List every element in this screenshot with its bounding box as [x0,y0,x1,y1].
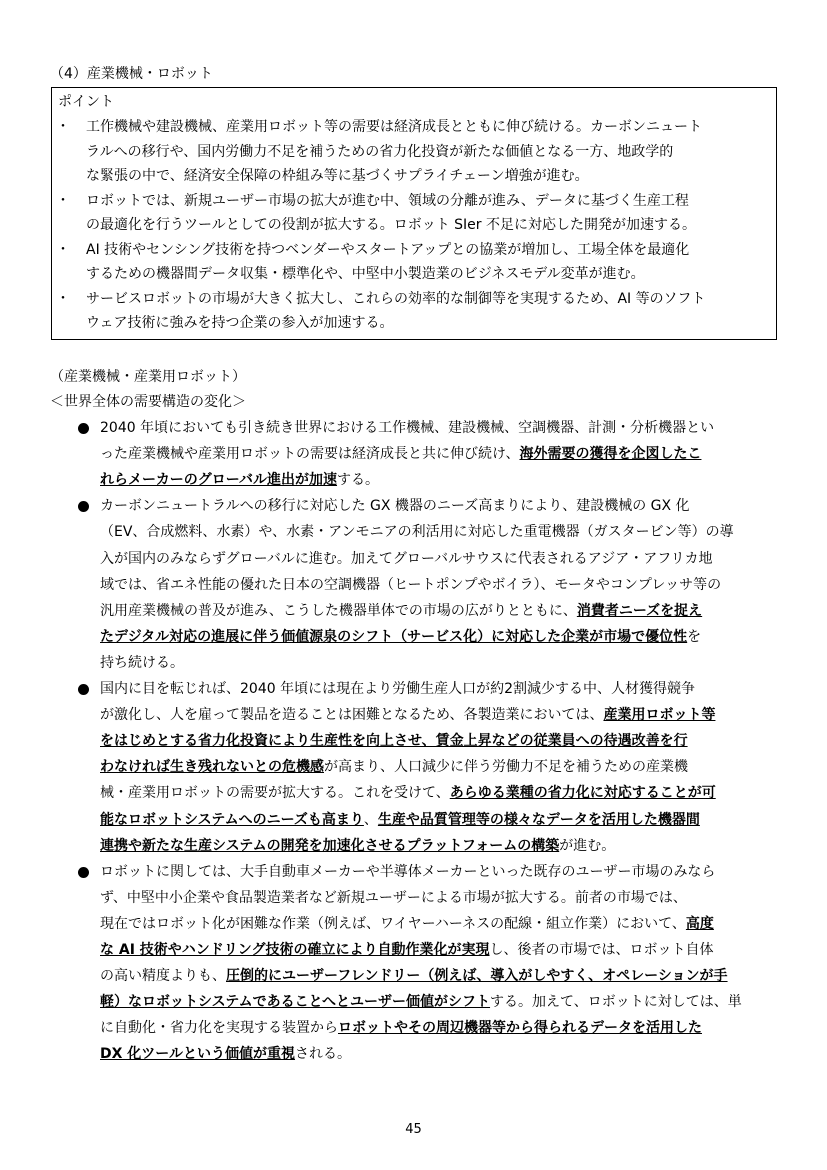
paragraph-line [100,1044,351,1064]
emphasis-text: 消費者ニーズを捉え [576,602,703,619]
body-text: カーボンニュートラルへの移行に対応した GX 機器のニーズ高まりにより、建設機械の GX 化 [100,498,690,515]
paragraph-line [100,444,701,464]
paragraph-line [100,549,713,569]
emphasis-text: 圧倒的にユーザーフレンドリー（例えば、導入がしやすく、オペレーションが手 [226,968,728,985]
key-point-line: 工作機械や建設機械、産業用ロボット等の需要は経済成長とともに伸び続ける。カーボンニュート [86,119,702,135]
body-text: 域では、省エネ性能の優れた日本の空調機器（ヒートポンプやボイラ）、モータやコンプレッサ等の [100,576,722,593]
key-point-line: ウェア技術に強みを持つ企業の参入が加速する。 [86,315,394,331]
paragraph-line [100,418,714,438]
key-point-line: サービスロボットの市場が大きく拡大し、これらの効率的な制御等を実現するため、AI 等のソフト [86,290,706,307]
body-text: が進む。 [559,837,616,854]
key-point-line: するための機器間データ収集・標準化や、中堅中小製造業のビジネスモデル変革が進む。 [86,266,645,282]
body-text: 械・産業用ロボットの需要が拡大する。これを受けて、 [100,785,450,802]
body-text: し、後者の市場では、ロボット自体 [489,942,714,958]
emphasis-text: 軽）なロボットシステムであることへとユーザー価値がシフト [100,994,491,1011]
body-text: に自動化・省力化を実現する装置から [100,1020,338,1037]
paragraph-line [100,601,702,621]
key-point-bullet: ・ [56,241,70,258]
paragraph-line [100,470,379,490]
paragraph-line [100,757,688,777]
paragraph-line [100,575,721,595]
demand-structure-heading: ＜世界全体の需要構造の変化＞ [50,394,246,410]
key-point-bullet: ・ [56,119,70,135]
paragraph-line [100,966,728,986]
body-text: 持ち続ける。 [100,654,184,671]
body-text: 国内に目を転じれば、2040 年頃には現在より労働生産人口が約2割減少する中、人材獲得競争 [100,681,695,697]
body-text: 現在ではロボット化が困難な作業（例えば、ワイヤーハーネスの配線・組立作業）において、 [100,915,686,932]
emphasis-text: 産業用ロボット等 [603,707,716,724]
page-number: 45 [405,1122,422,1137]
body-text: ロボットに関しては、大手自動車メーカーや半導体メーカーといった既存のユーザー市場のみなら [100,863,716,880]
body-text: 入が国内のみならずグローバルに進む。加えてグローバルサウスに代表されるアジア・アフリカ地 [100,550,713,567]
body-text: が高まり、人口減少に伴う労働力不足を補うための産業機 [324,759,688,776]
emphasis-text: をはじめとする省力化投資により生産性を向上させ、賃金上昇などの従業員への待遇改善を行 [100,733,688,750]
key-point-line: の最適化を行うツールとしての役割が拡大する。ロボット SIer 不足に対応した開発が加速する。 [86,217,697,233]
emphasis-text: ロボットやその周辺機器等から得られるデータを活用した [338,1020,702,1037]
paragraph-line [100,862,715,882]
paragraph-line [100,705,715,725]
body-text: 汎用産業機械の普及が進み、こうした機器単体での市場の広がりとともに、 [100,602,577,619]
paragraph-line [100,1018,702,1038]
emphasis-text: たデジタル対応の進展に伴う価値源泉のシフト（サービス化）に対応した企業が市場で優位性 [100,628,688,645]
key-points-title: ポイント [58,94,114,110]
body-text: が激化し、人を雇って製品を造ることは困難となるため、各製造業においては、 [100,707,604,724]
paragraph-line [100,836,615,856]
emphasis-text: 高度 [685,915,714,932]
key-point-line: ラルへの移行や、国内労働力不足を補うための省力化投資が新たな価値となる一方、地政学的 [86,143,674,160]
paragraph-line [100,731,688,751]
bullet-dot [78,867,89,878]
bullet-dot [78,501,89,512]
body-text: （EV、合成燃料、水素）や、水素・アンモニアの利活用に対応した重電機器（ガスタービン等）の導 [100,524,734,541]
bullet-dot [78,684,89,695]
key-point-bullet: ・ [56,290,70,307]
emphasis-text: 海外需要の獲得を企図したこ [519,446,702,463]
paragraph-line [100,679,695,699]
emphasis-text: わなければ生き残れないとの危機感 [100,759,324,776]
paragraph-line [100,627,701,647]
paragraph-line [100,940,714,960]
emphasis-text: 連携や新たな生産システムの開発を加速化させるプラットフォームの構築 [100,837,560,854]
key-point-bullet: ・ [56,192,70,209]
paragraph-line [100,496,690,516]
paragraph-line [100,810,700,830]
body-text: の高い精度よりも、 [100,968,226,985]
body-text: ず、中堅中小企業や食品製造業者など新規ユーザーによる市場が拡大する。前者の市場では、 [100,889,687,906]
key-point-line: AI 技術やセンシング技術を持つベンダーやスタートアップとの協業が増加し、工場全体を最適化 [86,241,690,258]
emphasis-text: 生産や品質管理等の様々なデータを活用した機器間 [377,811,700,828]
key-point-line: な緊張の中で、経済安全保障の枠組み等に基づくサプライチェーン増強が進む。 [86,168,589,184]
emphasis-text: DX 化ツールという価値が重視 [100,1046,296,1063]
sub-heading: （産業機械・産業用ロボット） [50,369,246,385]
emphasis-text: な AI 技術やハンドリング技術の確立により自動作業化が実現 [100,942,490,958]
paragraph-line [100,992,742,1012]
body-text: される。 [295,1046,352,1063]
body-text: った産業機械や産業用ロボットの需要は経済成長と共に伸び続け、 [100,446,520,463]
body-text: する。 [337,472,380,489]
emphasis-text: 能なロボットシステムへのニーズも高まり [100,811,364,828]
key-points-box [51,87,777,340]
body-text: 、 [363,811,378,828]
paragraph-line [100,653,184,673]
body-text: を [687,628,702,645]
body-text: 2040 年頃においても引き続き世界における工作機械、建設機械、空調機器、計測・分析機器とい [100,420,715,436]
paragraph-line [100,522,734,542]
paragraph-line [100,914,714,934]
paragraph-line [100,783,716,803]
section-heading: （4）産業機械・ロボット [50,66,213,82]
key-point-line: ロボットでは、新規ユーザー市場の拡大が進む中、領域の分離が進み、データに基づく生産工程 [86,192,689,209]
emphasis-text: あらゆる業種の省力化に対応することが可 [449,785,716,802]
body-text: する。加えて、ロボットに対しては、単 [490,994,742,1011]
paragraph-line [100,888,687,908]
emphasis-text: れらメーカーのグローバル進出が加速 [100,472,338,489]
bullet-dot [78,423,89,434]
